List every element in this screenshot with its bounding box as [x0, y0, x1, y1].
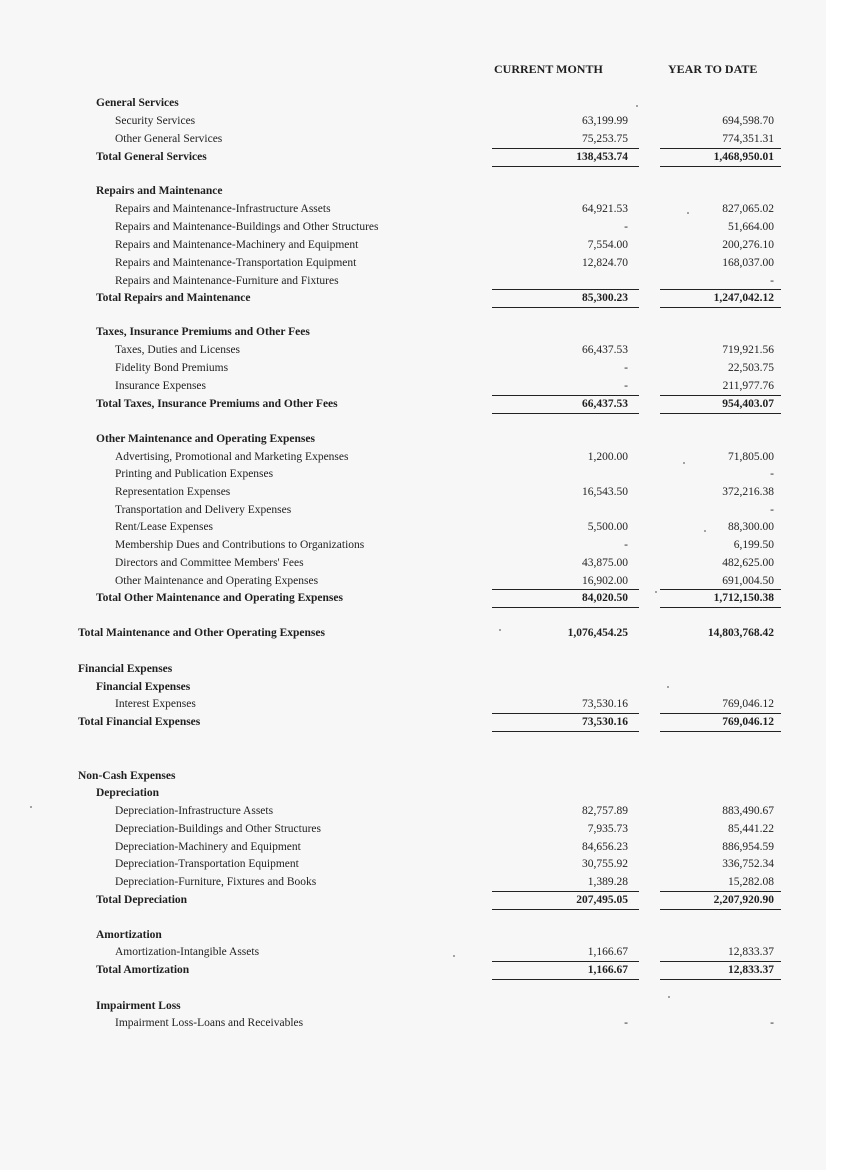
current-month-value: 75,253.75 [582, 133, 628, 145]
current-month-value: - [624, 380, 628, 392]
row-label: Insurance Expenses [115, 380, 207, 392]
section-heading [0, 430, 826, 448]
year-to-date-value: 14,803,768.42 [707, 627, 774, 639]
row-label: Impairment Loss [96, 1000, 181, 1012]
row-label: Financial Expenses [96, 681, 191, 693]
current-month-value: 5,500.00 [587, 521, 628, 533]
total-row [0, 713, 826, 731]
section-heading [0, 660, 826, 678]
section-heading [0, 767, 826, 785]
year-to-date-header: YEAR TO DATE [668, 62, 758, 76]
section-heading [0, 678, 826, 696]
year-to-date-value: 769,046.12 [722, 716, 774, 728]
table-row [0, 341, 826, 359]
current-month-value: 73,530.16 [582, 716, 628, 728]
year-to-date-value: 1,712,150.38 [713, 592, 774, 604]
row-label: Repairs and Maintenance-Buildings and Other Structures [115, 221, 379, 233]
scan-speck [668, 996, 670, 998]
section-heading [0, 997, 826, 1015]
year-to-date-value: 15,282.08 [728, 876, 774, 888]
row-label: Depreciation-Furniture, Fixtures and Books [115, 876, 317, 888]
total-row [0, 891, 826, 909]
year-to-date-value: 51,664.00 [728, 221, 774, 233]
scan-speck [655, 591, 657, 593]
current-month-value: 7,935.73 [587, 823, 628, 835]
year-to-date-value: 200,276.10 [722, 239, 774, 251]
row-label: Repairs and Maintenance [96, 185, 223, 197]
total-bottom-rule [492, 307, 639, 308]
year-to-date-value: 12,833.37 [728, 946, 774, 958]
row-label: Impairment Loss-Loans and Receivables [115, 1017, 304, 1029]
year-to-date-value: 22,503.75 [728, 362, 774, 374]
total-top-rule [492, 961, 639, 962]
total-top-rule [492, 148, 639, 149]
total-top-rule [660, 589, 781, 590]
table-row [0, 254, 826, 272]
year-to-date-value: - [770, 1017, 774, 1029]
section-heading [0, 784, 826, 802]
scan-speck [636, 105, 638, 107]
row-label: Directors and Committee Members' Fees [115, 557, 304, 569]
scan-speck [453, 955, 455, 957]
row-label: Depreciation [96, 787, 160, 799]
current-month-value: 66,437.53 [582, 344, 628, 356]
table-row [0, 838, 826, 856]
row-label: Depreciation-Transportation Equipment [115, 858, 299, 870]
current-month-value: 63,199.99 [582, 115, 628, 127]
row-label: Depreciation-Buildings and Other Structures [115, 823, 321, 835]
current-month-value: 85,300.23 [582, 292, 628, 304]
row-label: Total Taxes, Insurance Premiums and Other Fees [96, 398, 338, 410]
row-label: Fidelity Bond Premiums [115, 362, 229, 374]
year-to-date-value: 2,207,920.90 [713, 894, 774, 906]
row-label: Total Amortization [96, 964, 190, 976]
total-row [0, 289, 826, 307]
total-top-rule [492, 589, 639, 590]
row-label: Repairs and Maintenance-Transportation Equipment [115, 257, 357, 269]
year-to-date-value: 168,037.00 [722, 257, 774, 269]
current-month-value: 43,875.00 [582, 557, 628, 569]
total-top-rule [492, 713, 639, 714]
row-label: Financial Expenses [78, 663, 173, 675]
table-row [0, 1014, 826, 1032]
current-month-value: 16,543.50 [582, 486, 628, 498]
row-label: Representation Expenses [115, 486, 231, 498]
row-label: Repairs and Maintenance-Furniture and Fixtures [115, 275, 339, 287]
year-to-date-value: 883,490.67 [722, 805, 774, 817]
total-bottom-rule [660, 731, 781, 732]
row-label: Total Repairs and Maintenance [96, 292, 251, 304]
year-to-date-value: 336,752.34 [722, 858, 774, 870]
current-month-value: 16,902.00 [582, 575, 628, 587]
current-month-value: 82,757.89 [582, 805, 628, 817]
row-label: Amortization [96, 929, 162, 941]
table-row [0, 695, 826, 713]
table-row [0, 200, 826, 218]
current-month-value: - [624, 539, 628, 551]
total-top-rule [660, 289, 781, 290]
year-to-date-value: 886,954.59 [722, 841, 774, 853]
current-month-value: 64,921.53 [582, 203, 628, 215]
table-row [0, 130, 826, 148]
total-top-rule [492, 395, 639, 396]
scan-speck [683, 462, 685, 464]
current-month-value: 207,495.05 [576, 894, 628, 906]
table-row [0, 377, 826, 395]
table-row [0, 802, 826, 820]
table-row [0, 943, 826, 961]
row-label: Depreciation-Infrastructure Assets [115, 805, 274, 817]
year-to-date-value: - [770, 468, 774, 480]
row-label: Total Depreciation [96, 894, 188, 906]
year-to-date-value: - [770, 275, 774, 287]
year-to-date-value: 774,351.31 [722, 133, 774, 145]
row-label: Total Other Maintenance and Operating Expenses [96, 592, 343, 604]
row-label: Membership Dues and Contributions to Organizations [115, 539, 365, 551]
table-row [0, 465, 826, 483]
year-to-date-value: 482,625.00 [722, 557, 774, 569]
total-bottom-rule [660, 909, 781, 910]
year-to-date-value: 719,921.56 [722, 344, 774, 356]
row-label: Other Maintenance and Operating Expenses [115, 575, 319, 587]
table-row [0, 873, 826, 891]
table-row [0, 448, 826, 466]
total-bottom-rule [492, 607, 639, 608]
current-month-value: 7,554.00 [587, 239, 628, 251]
table-row [0, 501, 826, 519]
table-row [0, 572, 826, 590]
table-row [0, 554, 826, 572]
row-label: Other Maintenance and Operating Expenses [96, 433, 315, 445]
year-to-date-value: 12,833.37 [728, 964, 774, 976]
row-label: Total General Services [96, 151, 207, 163]
year-to-date-value: 1,468,950.01 [713, 151, 774, 163]
table-row [0, 855, 826, 873]
year-to-date-value: 769,046.12 [722, 698, 774, 710]
year-to-date-value: 694,598.70 [722, 115, 774, 127]
total-row [0, 148, 826, 166]
row-label: Advertising, Promotional and Marketing Expenses [115, 451, 349, 463]
total-bottom-rule [492, 909, 639, 910]
current-month-value: - [624, 1017, 628, 1029]
current-month-value: 84,020.50 [582, 592, 628, 604]
row-label: Rent/Lease Expenses [115, 521, 214, 533]
scan-edge [826, 0, 850, 1170]
current-month-value: 1,076,454.25 [567, 627, 628, 639]
total-bottom-rule [492, 979, 639, 980]
total-row [0, 395, 826, 413]
current-month-value: 1,166.67 [587, 946, 628, 958]
total-row [0, 961, 826, 979]
scan-speck [704, 530, 706, 532]
scan-speck [499, 629, 501, 631]
total-top-rule [660, 395, 781, 396]
total-bottom-rule [660, 607, 781, 608]
total-bottom-rule [660, 413, 781, 414]
scan-speck [687, 212, 689, 214]
total-top-rule [660, 148, 781, 149]
row-label: Taxes, Duties and Licenses [115, 344, 241, 356]
row-label: Printing and Publication Expenses [115, 468, 274, 480]
year-to-date-value: 691,004.50 [722, 575, 774, 587]
table-row [0, 112, 826, 130]
year-to-date-value: 88,300.00 [728, 521, 774, 533]
section-heading [0, 926, 826, 944]
row-label: Security Services [115, 115, 196, 127]
row-label: Non-Cash Expenses [78, 770, 176, 782]
year-to-date-value: 211,977.76 [722, 380, 774, 392]
table-row [0, 218, 826, 236]
total-row [0, 589, 826, 607]
table-row [0, 536, 826, 554]
total-top-rule [660, 961, 781, 962]
row-label: Transportation and Delivery Expenses [115, 504, 292, 516]
section-heading [0, 94, 826, 112]
current-month-value: 12,824.70 [582, 257, 628, 269]
total-top-rule [492, 289, 639, 290]
total-bottom-rule [492, 413, 639, 414]
total-bottom-rule [660, 979, 781, 980]
total-row [0, 624, 826, 642]
current-month-value: 84,656.23 [582, 841, 628, 853]
current-month-value: - [624, 362, 628, 374]
total-top-rule [660, 891, 781, 892]
total-top-rule [492, 891, 639, 892]
section-heading [0, 323, 826, 341]
scan-speck [30, 806, 32, 808]
total-bottom-rule [492, 166, 639, 167]
row-label: Taxes, Insurance Premiums and Other Fees [96, 326, 310, 338]
row-label: Total Maintenance and Other Operating Expenses [78, 627, 325, 639]
section-heading [0, 182, 826, 200]
table-row [0, 483, 826, 501]
current-month-header: CURRENT MONTH [494, 62, 603, 76]
row-label: Repairs and Maintenance-Machinery and Equipment [115, 239, 359, 251]
current-month-value: - [624, 221, 628, 233]
table-row [0, 236, 826, 254]
current-month-value: 1,166.67 [587, 964, 628, 976]
total-bottom-rule [660, 166, 781, 167]
row-label: General Services [96, 97, 179, 109]
row-label: Amortization-Intangible Assets [115, 946, 260, 958]
current-month-value: 138,453.74 [576, 151, 628, 163]
current-month-value: 73,530.16 [582, 698, 628, 710]
row-label: Interest Expenses [115, 698, 196, 710]
row-label: Total Financial Expenses [78, 716, 201, 728]
current-month-value: 30,755.92 [582, 858, 628, 870]
year-to-date-value: 71,805.00 [728, 451, 774, 463]
year-to-date-value: 954,403.07 [722, 398, 774, 410]
table-row [0, 359, 826, 377]
year-to-date-value: 1,247,042.12 [713, 292, 774, 304]
scan-speck [667, 686, 669, 688]
year-to-date-value: 372,216.38 [722, 486, 774, 498]
current-month-value: 1,389.28 [587, 876, 628, 888]
total-bottom-rule [492, 731, 639, 732]
year-to-date-value: 827,065.02 [722, 203, 774, 215]
row-label: Depreciation-Machinery and Equipment [115, 841, 301, 853]
total-top-rule [660, 713, 781, 714]
current-month-value: 1,200.00 [587, 451, 628, 463]
year-to-date-value: 85,441.22 [728, 823, 774, 835]
table-row [0, 272, 826, 290]
row-label: Repairs and Maintenance-Infrastructure Assets [115, 203, 331, 215]
table-row [0, 820, 826, 838]
year-to-date-value: - [770, 504, 774, 516]
current-month-value: 66,437.53 [582, 398, 628, 410]
total-bottom-rule [660, 307, 781, 308]
year-to-date-value: 6,199.50 [733, 539, 774, 551]
row-label: Other General Services [115, 133, 223, 145]
table-row [0, 518, 826, 536]
